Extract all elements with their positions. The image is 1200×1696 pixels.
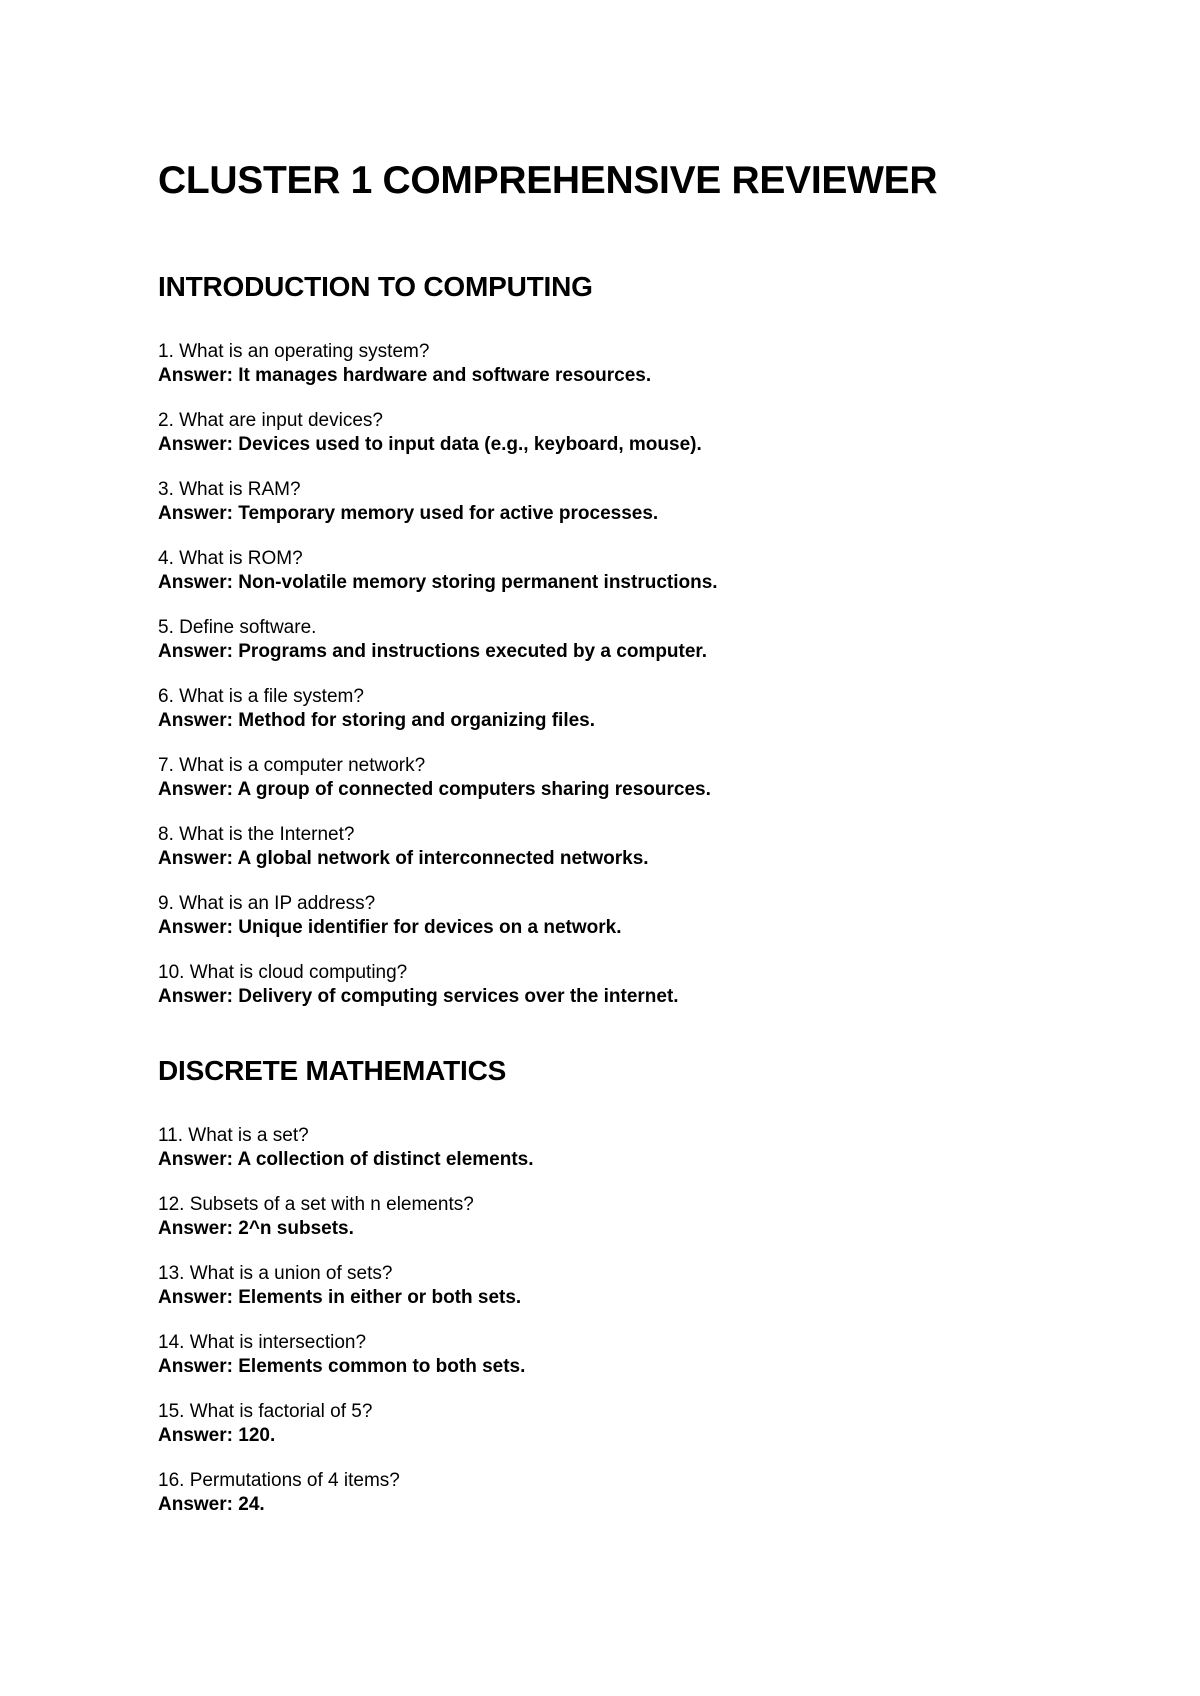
answer-text xyxy=(158,916,1138,940)
answer-value: Devices used to input data (e.g., keyboard, mouse). xyxy=(238,434,702,455)
qa-item xyxy=(158,685,1138,733)
qa-item xyxy=(158,754,1138,802)
qa-item xyxy=(158,1331,1138,1379)
answer-label: Answer: xyxy=(158,1149,233,1170)
qa-item xyxy=(158,1469,1138,1517)
answer-text xyxy=(158,640,1138,664)
question-text: 16. Permutations of 4 items? xyxy=(158,1470,400,1491)
answer-value: Delivery of computing services over the internet. xyxy=(238,986,679,1007)
question-text: 14. What is intersection? xyxy=(158,1332,367,1353)
question-text: 8. What is the Internet? xyxy=(158,824,355,845)
qa-item xyxy=(158,823,1138,871)
question-text: 13. What is a union of sets? xyxy=(158,1263,393,1284)
answer-label: Answer: xyxy=(158,917,233,938)
question-text: 5. Define software. xyxy=(158,617,317,638)
answer-value: Non-volatile memory storing permanent instructions. xyxy=(238,572,718,593)
question-text: 9. What is an IP address? xyxy=(158,893,376,914)
question-text: 11. What is a set? xyxy=(158,1125,309,1146)
document-page xyxy=(158,0,1138,1696)
answer-value: Unique identifier for devices on a network. xyxy=(238,917,622,938)
qa-item xyxy=(158,409,1138,457)
question-text: 15. What is factorial of 5? xyxy=(158,1401,373,1422)
answer-text xyxy=(158,1355,1138,1379)
answer-value: It manages hardware and software resources. xyxy=(238,365,652,386)
answer-label: Answer: xyxy=(158,986,233,1007)
question-text: 2. What are input devices? xyxy=(158,410,383,431)
answer-text xyxy=(158,778,1138,802)
question-text: 3. What is RAM? xyxy=(158,479,301,500)
answer-label: Answer: xyxy=(158,365,233,386)
answer-value: 24. xyxy=(238,1494,265,1515)
qa-item xyxy=(158,1193,1138,1241)
answer-label: Answer: xyxy=(158,710,233,731)
answer-value: Method for storing and organizing files. xyxy=(238,710,596,731)
section-heading-discrete-mathematics: DISCRETE MATHEMATICS xyxy=(158,1055,507,1086)
answer-value: 2^n subsets. xyxy=(238,1218,354,1239)
answer-label: Answer: xyxy=(158,503,233,524)
answer-label: Answer: xyxy=(158,572,233,593)
qa-item xyxy=(158,616,1138,664)
answer-value: A group of connected computers sharing resources. xyxy=(237,779,711,800)
answer-label: Answer: xyxy=(158,641,233,662)
qa-item xyxy=(158,1124,1138,1172)
question-text: 10. What is cloud computing? xyxy=(158,962,408,983)
answer-label: Answer: xyxy=(158,848,233,869)
answer-text xyxy=(158,1493,1138,1517)
answer-label: Answer: xyxy=(158,779,233,800)
qa-item xyxy=(158,961,1138,1009)
section-heading-introduction-to-computing: INTRODUCTION TO COMPUTING xyxy=(158,271,593,302)
answer-text xyxy=(158,709,1138,733)
answer-value: A global network of interconnected networks. xyxy=(237,848,649,869)
answer-label: Answer: xyxy=(158,1287,233,1308)
answer-value: Elements in either or both sets. xyxy=(238,1287,522,1308)
answer-text xyxy=(158,1148,1138,1172)
qa-item xyxy=(158,1400,1138,1448)
answer-label: Answer: xyxy=(158,434,233,455)
answer-value: Temporary memory used for active processes. xyxy=(238,503,659,524)
answer-value: 120. xyxy=(238,1425,276,1446)
answer-label: Answer: xyxy=(158,1425,233,1446)
answer-label: Answer: xyxy=(158,1218,233,1239)
answer-text xyxy=(158,985,1138,1009)
qa-item xyxy=(158,892,1138,940)
answer-value: Programs and instructions executed by a computer. xyxy=(238,641,708,662)
answer-label: Answer: xyxy=(158,1494,233,1515)
answer-text xyxy=(158,1424,1138,1448)
answer-value: Elements common to both sets. xyxy=(238,1356,526,1377)
answer-text xyxy=(158,847,1138,871)
answer-text xyxy=(158,502,1138,526)
qa-item xyxy=(158,1262,1138,1310)
answer-text xyxy=(158,1286,1138,1310)
answer-text xyxy=(158,571,1138,595)
answer-label: Answer: xyxy=(158,1356,233,1377)
document-title: CLUSTER 1 COMPREHENSIVE REVIEWER xyxy=(158,159,938,202)
answer-text xyxy=(158,433,1138,457)
question-text: 7. What is a computer network? xyxy=(158,755,426,776)
question-text: 4. What is ROM? xyxy=(158,548,303,569)
question-text: 12. Subsets of a set with n elements? xyxy=(158,1194,474,1215)
answer-text xyxy=(158,364,1138,388)
qa-item xyxy=(158,478,1138,526)
question-text: 1. What is an operating system? xyxy=(158,341,430,362)
qa-item xyxy=(158,340,1138,388)
qa-item xyxy=(158,547,1138,595)
question-text: 6. What is a file system? xyxy=(158,686,364,707)
answer-text xyxy=(158,1217,1138,1241)
answer-value: A collection of distinct elements. xyxy=(237,1149,534,1170)
